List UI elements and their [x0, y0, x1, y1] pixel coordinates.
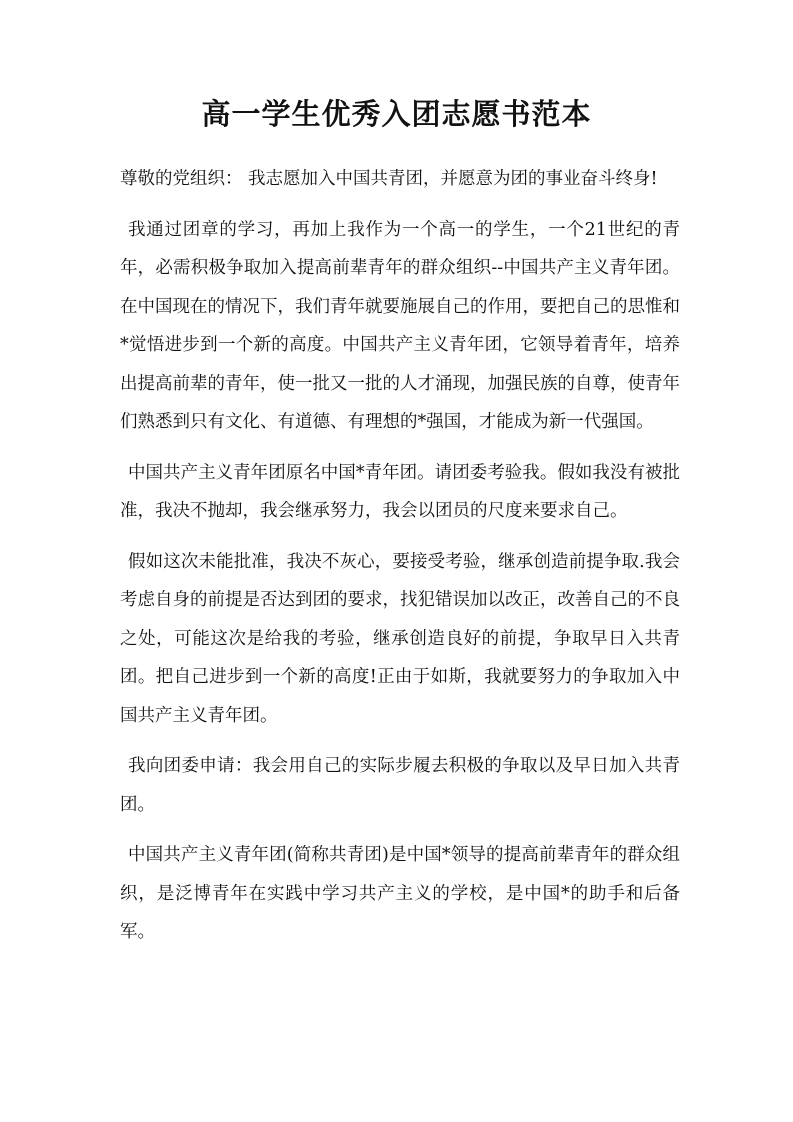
document-body: [120, 160, 680, 964]
paragraph-greeting: 尊敬的党组织： 我志愿加入中国共青团，并愿意为团的事业奋斗终身!: [120, 169, 658, 189]
paragraph-definition: 中国共产主义青年团(简称共青团)是中国*领导的提高前辈青年的群众组织，是泛博青年在实践中学习共产主义的学校，是中国*的助手和后备军。: [120, 845, 680, 942]
paragraph-study: 我通过团章的学习，再加上我作为一个高一的学生，一个21世纪的青年，必需积极争取加入提高前辈青年的群众组织--中国共产主义青年团。在中国现在的情况下，我们青年就要施展自己的作用，要把自己的思惟和*觉悟进步到一个新的高度。中国共产主义青年团，它领导着青年，培养出提高前辈的青年，使一批又一批的人才涌现，加强民族的自尊，使青年们熟悉到只有文化、有道德、有理想的*强国，才能成为新一代强国。: [120, 219, 680, 432]
paragraph-application: 我向团委申请：我会用自己的实际步履去积极的争取以及早日加入共青团。: [120, 756, 680, 815]
document-title: 高一学生优秀入团志愿书范本: [201, 97, 592, 131]
paragraph-league-name: 中国共产主义青年团原名中国*青年团。请团委考验我。假如我没有被批准，我决不抛却，我会继承努力，我会以团员的尺度来要求自己。: [120, 462, 680, 521]
paragraph-not-approved: 假如这次未能批准，我决不灰心，要接受考验，继承创造前提争取.我会考虑自身的前提是否达到团的要求，找犯错误加以改正，改善自己的不良之处，可能这次是给我的考验，继承创造良好的前提，争取早日入共青团。把自己进步到一个新的高度!正由于如斯，我就要努力的争取加入中国共产主义青年团。: [120, 551, 680, 726]
